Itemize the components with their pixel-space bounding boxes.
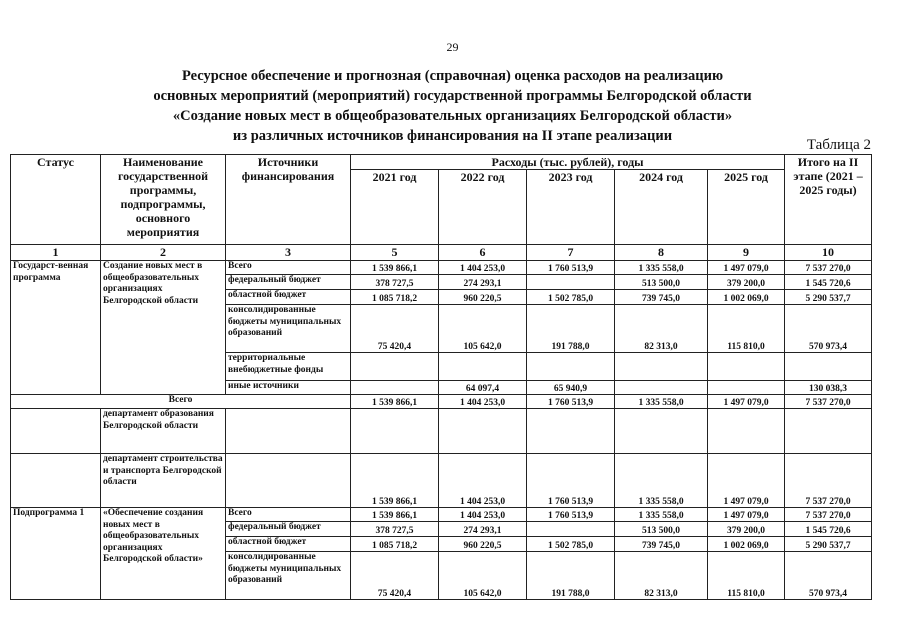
value-cell: 191 788,0 bbox=[527, 305, 615, 353]
value-cell bbox=[439, 353, 527, 381]
header-year: 2023 год bbox=[527, 170, 615, 245]
value-cell: 513 500,0 bbox=[615, 522, 708, 537]
value-cell: 739 745,0 bbox=[615, 537, 708, 552]
column-number: 2 bbox=[101, 245, 226, 261]
value-cell: 7 537 270,0 bbox=[785, 261, 872, 275]
gp-name: Создание новых мест в общеобразовательных организациях Белгородской области bbox=[101, 261, 226, 395]
value-cell: 960 220,5 bbox=[439, 537, 527, 552]
value-cell: 82 313,0 bbox=[615, 552, 708, 600]
value-cell bbox=[615, 353, 708, 381]
value-cell: 1 497 079,0 bbox=[708, 395, 785, 409]
value-cell: 75 420,4 bbox=[351, 305, 439, 353]
value-cell: 115 810,0 bbox=[708, 305, 785, 353]
title-line-1: Ресурсное обеспечение и прогнозная (справочная) оценка расходов на реализацию bbox=[181, 68, 724, 84]
value-cell: 379 200,0 bbox=[708, 522, 785, 537]
value-cell: 1 404 253,0 bbox=[439, 454, 527, 508]
header-year: 2022 год bbox=[439, 170, 527, 245]
table-row bbox=[11, 508, 872, 522]
value-cell: 130 038,3 bbox=[785, 381, 872, 395]
header-name: Наименование государственной программы, подпрограммы, основного мероприятия bbox=[101, 155, 226, 245]
column-number: 5 bbox=[351, 245, 439, 261]
value-cell: 274 293,1 bbox=[439, 275, 527, 290]
value-cell: 960 220,5 bbox=[439, 290, 527, 305]
header-year: 2021 год bbox=[351, 170, 439, 245]
value-cell: 1 539 866,1 bbox=[351, 395, 439, 409]
value-cell: 64 097,4 bbox=[439, 381, 527, 395]
page-number: 29 bbox=[446, 40, 459, 54]
value-cell bbox=[527, 522, 615, 537]
header-year: 2024 год bbox=[615, 170, 708, 245]
value-cell: 739 745,0 bbox=[615, 290, 708, 305]
value-cell: 1 335 558,0 bbox=[615, 261, 708, 275]
column-number: 1 bbox=[11, 245, 101, 261]
title-line-4: из различных источников финансирования на II этапе реализации bbox=[232, 128, 673, 144]
value-cell: 1 497 079,0 bbox=[708, 508, 785, 522]
value-cell: 1 545 720,6 bbox=[785, 522, 872, 537]
value-cell: 513 500,0 bbox=[615, 275, 708, 290]
source-label: территориальные внебюджетные фонды bbox=[226, 353, 351, 381]
value-cell: 65 940,9 bbox=[527, 381, 615, 395]
value-cell bbox=[527, 409, 615, 454]
value-cell: 378 727,5 bbox=[351, 522, 439, 537]
value-cell: 1 335 558,0 bbox=[615, 508, 708, 522]
empty-cell bbox=[226, 409, 351, 454]
financing-table bbox=[10, 154, 872, 600]
value-cell bbox=[351, 353, 439, 381]
header-year: 2025 год bbox=[708, 170, 785, 245]
value-cell: 1 404 253,0 bbox=[439, 395, 527, 409]
value-cell: 82 313,0 bbox=[615, 305, 708, 353]
source-label: федеральный бюджет bbox=[226, 522, 351, 537]
source-label: областной бюджет bbox=[226, 537, 351, 552]
header-sources: Источники финансирования bbox=[226, 155, 351, 245]
value-cell bbox=[785, 353, 872, 381]
value-cell bbox=[708, 381, 785, 395]
value-cell bbox=[439, 409, 527, 454]
value-cell: 1 002 069,0 bbox=[708, 537, 785, 552]
value-cell bbox=[708, 353, 785, 381]
value-cell: 105 642,0 bbox=[439, 305, 527, 353]
value-cell: 5 290 537,7 bbox=[785, 537, 872, 552]
value-cell: 1 760 513,9 bbox=[527, 508, 615, 522]
value-cell: 1 502 785,0 bbox=[527, 290, 615, 305]
gp-status: Государст-венная программа bbox=[11, 261, 101, 395]
value-cell bbox=[708, 409, 785, 454]
sp-name: «Обеспечение создания новых мест в общеобразовательных организациях Белгородской области» bbox=[101, 508, 226, 600]
value-cell: 1 539 866,1 bbox=[351, 454, 439, 508]
value-cell: 1 545 720,6 bbox=[785, 275, 872, 290]
value-cell: 570 973,4 bbox=[785, 305, 872, 353]
column-number: 7 bbox=[527, 245, 615, 261]
value-cell: 570 973,4 bbox=[785, 552, 872, 600]
column-numbers-row bbox=[11, 245, 872, 261]
summary-label: Всего bbox=[11, 395, 351, 409]
source-label: консолидированные бюджеты муниципальных образований bbox=[226, 552, 351, 600]
value-cell: 191 788,0 bbox=[527, 552, 615, 600]
value-cell: 1 539 866,1 bbox=[351, 508, 439, 522]
header-total: Итого на II этапе (2021 – 2025 годы) bbox=[785, 155, 872, 245]
column-number: 10 bbox=[785, 245, 872, 261]
value-cell: 1 760 513,9 bbox=[527, 261, 615, 275]
value-cell: 274 293,1 bbox=[439, 522, 527, 537]
value-cell bbox=[785, 409, 872, 454]
empty-cell bbox=[11, 409, 101, 454]
empty-cell bbox=[11, 454, 101, 508]
value-cell bbox=[615, 381, 708, 395]
table-row bbox=[11, 454, 872, 508]
value-cell: 379 200,0 bbox=[708, 275, 785, 290]
department-name: департамент строительства и транспорта Белгородской области bbox=[101, 454, 226, 508]
value-cell: 7 537 270,0 bbox=[785, 508, 872, 522]
department-name: департамент образования Белгородской области bbox=[101, 409, 226, 454]
value-cell: 5 290 537,7 bbox=[785, 290, 872, 305]
value-cell: 1 760 513,9 bbox=[527, 395, 615, 409]
source-label: федеральный бюджет bbox=[226, 275, 351, 290]
value-cell: 115 810,0 bbox=[708, 552, 785, 600]
table-label: Таблица 2 bbox=[806, 137, 871, 153]
value-cell: 105 642,0 bbox=[439, 552, 527, 600]
value-cell: 75 420,4 bbox=[351, 552, 439, 600]
header-status: Статус bbox=[11, 155, 101, 245]
value-cell bbox=[527, 353, 615, 381]
table-row bbox=[11, 395, 872, 409]
source-label: областной бюджет bbox=[226, 290, 351, 305]
header-row bbox=[11, 155, 872, 170]
value-cell bbox=[351, 381, 439, 395]
column-number: 3 bbox=[226, 245, 351, 261]
header-expenses: Расходы (тыс. рублей), годы bbox=[351, 155, 785, 170]
value-cell: 1 335 558,0 bbox=[615, 454, 708, 508]
value-cell bbox=[527, 275, 615, 290]
value-cell: 1 497 079,0 bbox=[708, 261, 785, 275]
value-cell: 1 404 253,0 bbox=[439, 261, 527, 275]
value-cell: 1 539 866,1 bbox=[351, 261, 439, 275]
value-cell bbox=[615, 409, 708, 454]
value-cell: 1 502 785,0 bbox=[527, 537, 615, 552]
value-cell: 378 727,5 bbox=[351, 275, 439, 290]
column-number: 8 bbox=[615, 245, 708, 261]
value-cell: 1 085 718,2 bbox=[351, 290, 439, 305]
value-cell bbox=[351, 409, 439, 454]
table-row bbox=[11, 261, 872, 275]
value-cell: 1 335 558,0 bbox=[615, 395, 708, 409]
sp-status: Подпрограмма 1 bbox=[11, 508, 101, 600]
document-title bbox=[0, 66, 905, 146]
title-line-2: основных мероприятий (мероприятий) государственной программы Белгородской области bbox=[153, 88, 752, 104]
value-cell: 7 537 270,0 bbox=[785, 454, 872, 508]
value-cell: 1 497 079,0 bbox=[708, 454, 785, 508]
source-label: Всего bbox=[226, 261, 351, 275]
column-number: 9 bbox=[708, 245, 785, 261]
value-cell: 1 002 069,0 bbox=[708, 290, 785, 305]
empty-cell bbox=[226, 454, 351, 508]
source-label: Всего bbox=[226, 508, 351, 522]
column-number: 6 bbox=[439, 245, 527, 261]
title-line-3: «Создание новых мест в общеобразовательных организациях Белгородской области» bbox=[172, 108, 733, 124]
value-cell: 7 537 270,0 bbox=[785, 395, 872, 409]
value-cell: 1 404 253,0 bbox=[439, 508, 527, 522]
value-cell: 1 760 513,9 bbox=[527, 454, 615, 508]
source-label: консолидированные бюджеты муниципальных образований bbox=[226, 305, 351, 353]
source-label: иные источники bbox=[226, 381, 351, 395]
table-row bbox=[11, 409, 872, 454]
value-cell: 1 085 718,2 bbox=[351, 537, 439, 552]
